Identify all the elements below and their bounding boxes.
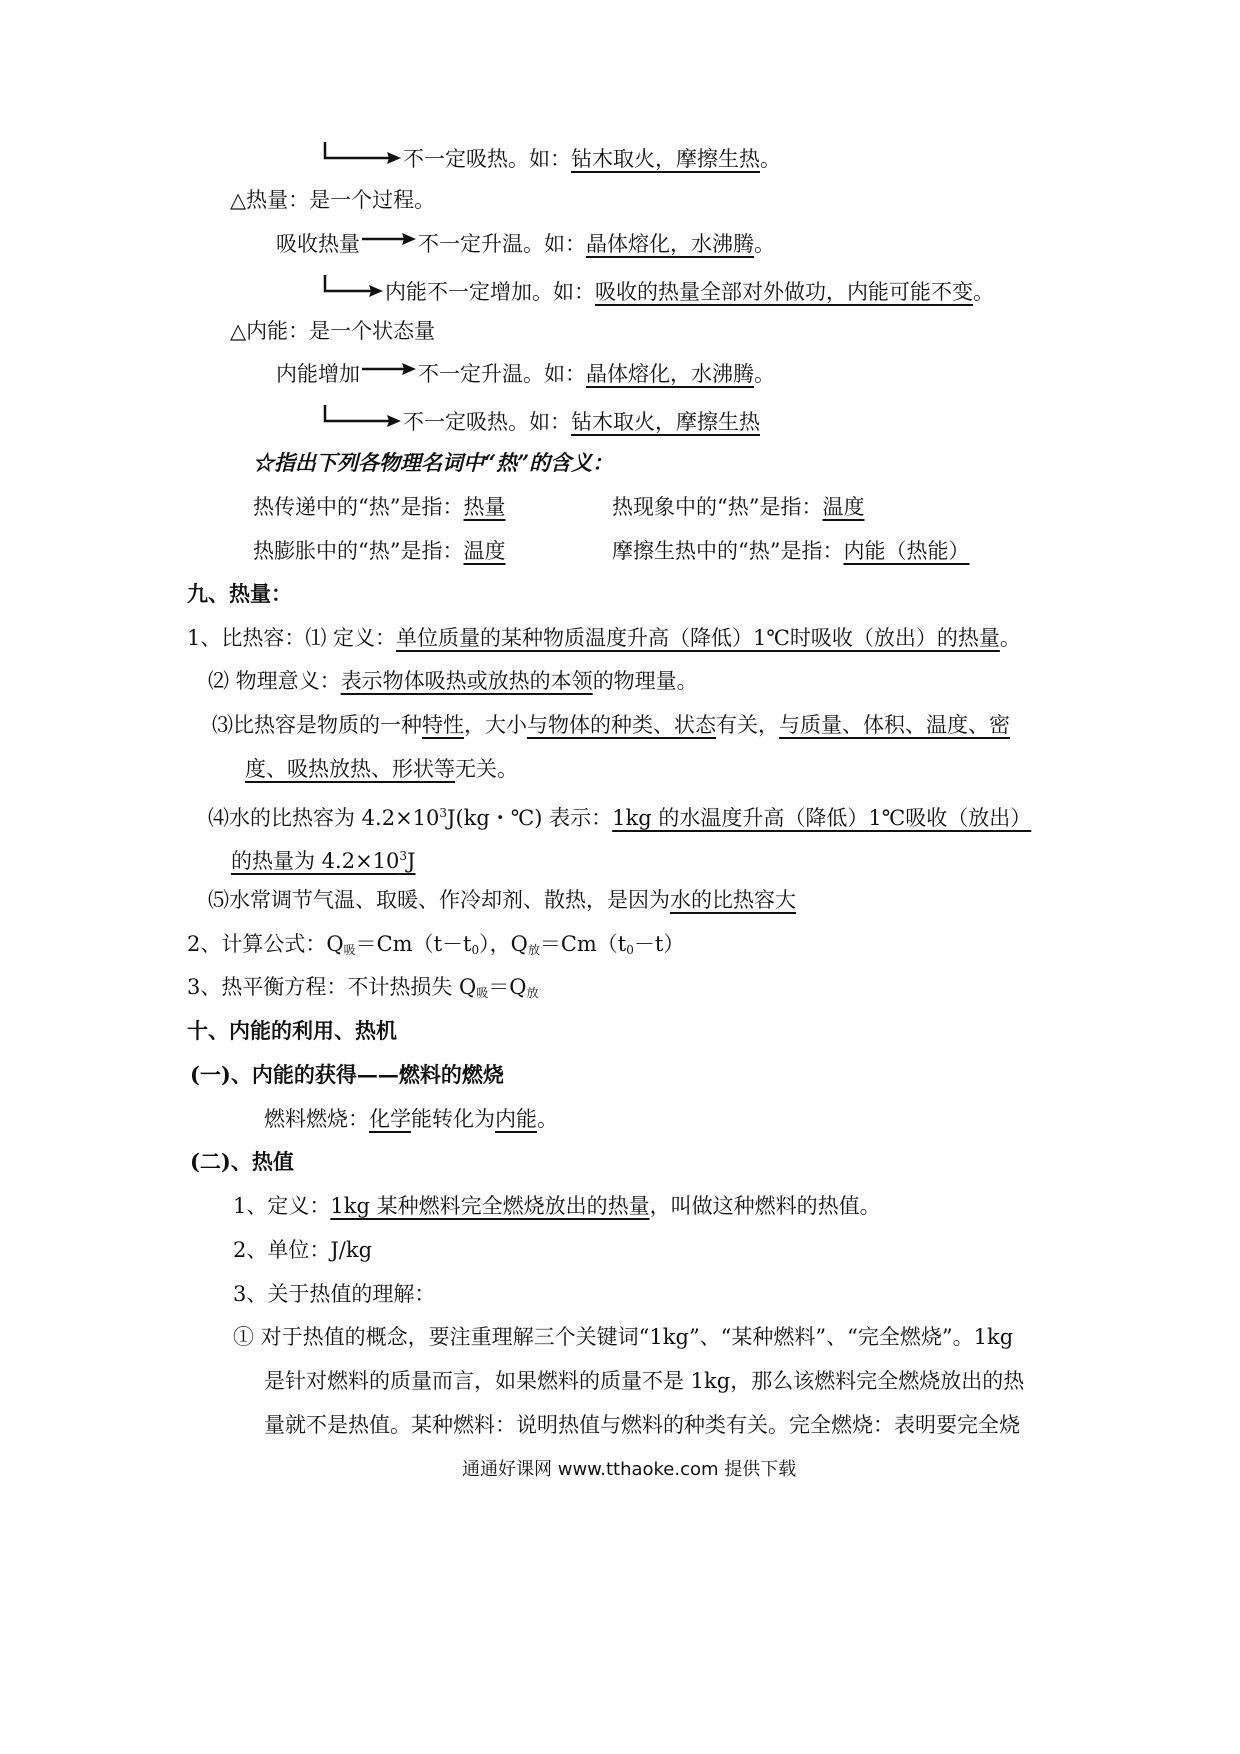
heat-row-1: 吸收热量 不一定升温。如：晶体熔化，水沸腾。 xyxy=(276,232,775,256)
calorific-unit: 2、单位：J/kg xyxy=(233,1238,373,1262)
subsection-2-title: (二)、热值 xyxy=(190,1149,294,1174)
specific-heat-property-line1: ⑶比热容是物质的一种特性，大小与物体的种类、状态有关，与质量、体积、温度、密 xyxy=(212,713,1010,737)
section-9-title: 九、热量： xyxy=(187,581,292,606)
specific-heat-meaning: ⑵ 物理意义：表示物体吸热或放热的本领的物理量。 xyxy=(208,669,698,693)
meaning-title: ☆指出下列各物理名词中“热”的含义： xyxy=(253,450,614,475)
specific-heat-definition: 1、比热容：⑴ 定义：单位质量的某种物质温度升高（降低）1℃时吸收（放出）的热量。 xyxy=(187,626,1021,650)
calorific-understanding: 3、关于热值的理解： xyxy=(233,1282,436,1306)
branch-arrow-icon xyxy=(323,403,403,429)
branch-arrow-icon xyxy=(323,140,403,166)
subsection-1-title: (一)、内能的获得——燃料的燃烧 xyxy=(190,1062,504,1087)
meaning-b: 热现象中的“热”是指：温度 xyxy=(612,495,865,519)
heat-balance-equation: 3、热平衡方程：不计热损失 $Q_吸=Q_放$ xyxy=(187,975,539,1000)
water-uses: ⑸水常调节气温、取暖、作冷却剂、散热，是因为水的比热容大 xyxy=(208,888,796,912)
meaning-d: 摩擦生热中的“热”是指：内能（热能） xyxy=(612,539,970,563)
paragraph-line-2: 是针对燃料的质量而言，如果燃料的质量不是 1kg，那么该燃料完全燃烧放出的热 xyxy=(264,1369,1025,1393)
right-arrow-icon xyxy=(360,361,418,381)
footer-text: 通通好课网 www.tthaoke.com 提供下载 xyxy=(462,1459,797,1480)
row-branch-1: 不一定吸热。如：钻木取火，摩擦生热。 xyxy=(323,140,781,173)
water-specific-heat-line1: ⑷水的比热容为 $4.2\times 10^3J(kg$・℃) 表示：1kg 的水温度升高（降低）1℃吸收（放出） xyxy=(208,806,1032,830)
paragraph-line-1: ① 对于热值的概念，要注重理解三个关键词“1kg”、“某种燃料”、“完全燃烧”。1kg xyxy=(233,1325,1014,1349)
energy-row-2: 不一定吸热。如：钻木取火，摩擦生热 xyxy=(323,403,760,436)
specific-heat-property-line2: 度、吸热放热、形状等无关。 xyxy=(245,757,518,781)
right-arrow-icon xyxy=(360,231,418,251)
paragraph-line-3: 量就不是热值。某种燃料：说明热值与燃料的种类有关。完全燃烧：表明要完全烧 xyxy=(264,1413,1020,1437)
calorific-definition: 1、定义：1kg 某种燃料完全燃烧放出的热量，叫做这种燃料的热值。 xyxy=(233,1194,881,1218)
heat-heading: △热量：是一个过程。 xyxy=(230,188,436,212)
meaning-c: 热膨胀中的“热”是指：温度 xyxy=(253,539,506,563)
section-10-title: 十、内能的利用、热机 xyxy=(187,1018,397,1043)
heat-row-2: 内能不一定增加。如：吸收的热量全部对外做功，内能可能不变。 xyxy=(323,273,994,306)
water-specific-heat-line2: 的热量为 $4.2\times 10^3J$ xyxy=(231,849,416,873)
meaning-a: 热传递中的“热”是指：热量 xyxy=(253,495,506,519)
fuel-burning: 燃料燃烧：化学能转化为内能。 xyxy=(264,1107,558,1131)
energy-row-1: 内能增加 不一定升温。如：晶体熔化，水沸腾。 xyxy=(276,362,775,386)
heat-formula: 2、计算公式：$Q_吸=Cm(t-t_0)$，$Q_放=Cm(t_0-t)$ xyxy=(187,932,685,957)
branch-arrow-icon xyxy=(323,273,385,299)
energy-heading: △内能：是一个状态量 xyxy=(230,319,436,343)
